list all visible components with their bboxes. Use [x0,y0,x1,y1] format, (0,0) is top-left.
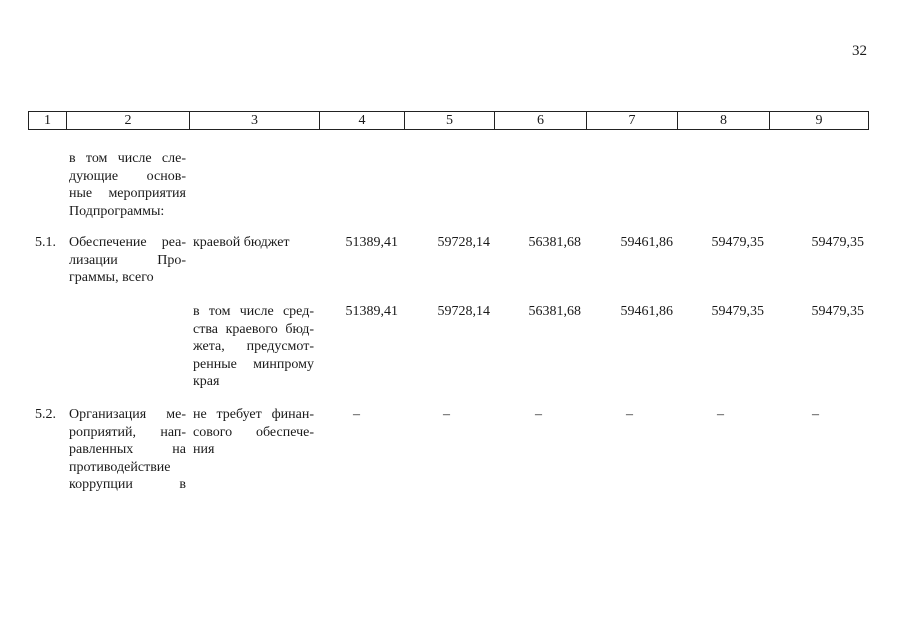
column-header-3: 3 [190,112,320,130]
column-header-6: 6 [495,112,587,130]
intro-line: в том числе сле- [69,151,186,166]
value-col-7: 59461,86 [620,235,673,250]
column-header-2: 2 [67,112,190,130]
value-col-9: 59479,35 [811,304,864,319]
value-col-5: 59728,14 [437,235,490,250]
value-col-4: – [353,407,360,422]
value-col-9: – [812,407,819,422]
column-header-8: 8 [678,112,770,130]
funding-source [193,303,314,391]
row-name-line: граммы, всего [69,270,154,285]
funding-source-line: ния [193,442,215,457]
funding-source-line: не требует финан- [193,407,314,422]
row-name-line: противодействие [69,459,171,475]
value-col-4: 51389,41 [345,304,398,319]
value-col-8: 59479,35 [711,235,764,250]
intro-text [69,150,186,220]
row-name [69,234,186,287]
value-col-7: 59461,86 [620,304,673,319]
column-header-4: 4 [320,112,405,130]
value-col-7: – [626,407,633,422]
row-name-line: лизации Про- [69,252,186,268]
funding-source-line: жета, предусмот- [193,339,314,354]
value-col-8: – [717,407,724,422]
funding-source-line: края [193,374,220,389]
funding-source-line: краевой бюджет [193,235,290,250]
value-col-5: – [443,407,450,422]
value-col-8: 59479,35 [711,304,764,319]
value-col-4: 51389,41 [345,235,398,250]
funding-source-line: ренные минпрому [193,356,314,372]
intro-line: дующие основ- [69,168,186,184]
column-header-7: 7 [587,112,678,130]
funding-source-line: ства краевого бюд- [193,321,314,337]
funding-source-line: сового обеспече- [193,424,314,440]
row-number: 5.2. [35,407,56,422]
value-col-6: 56381,68 [528,235,581,250]
intro-line: Подпрограммы: [69,203,165,219]
value-col-6: 56381,68 [528,304,581,319]
row-name-line: равленных на [69,442,186,457]
value-col-9: 59479,35 [811,235,864,250]
row-number: 5.1. [35,235,56,250]
row-name-line: коррупции в [69,477,186,492]
row-name [69,406,186,494]
column-header-5: 5 [405,112,495,130]
row-name-line: роприятий, нап- [69,424,186,440]
column-header-row [28,111,869,130]
column-header-9: 9 [770,112,869,130]
value-col-5: 59728,14 [437,304,490,319]
funding-source [193,406,314,459]
funding-source [193,234,314,252]
row-name-line: Обеспечение реа- [69,235,186,250]
value-col-6: – [535,407,542,422]
intro-line: ные мероприятия [69,186,186,201]
page-number: 32 [852,43,867,59]
row-name-line: Организация ме- [69,407,186,422]
funding-source-line: в том числе сред- [193,304,314,319]
column-header-1: 1 [29,112,67,130]
